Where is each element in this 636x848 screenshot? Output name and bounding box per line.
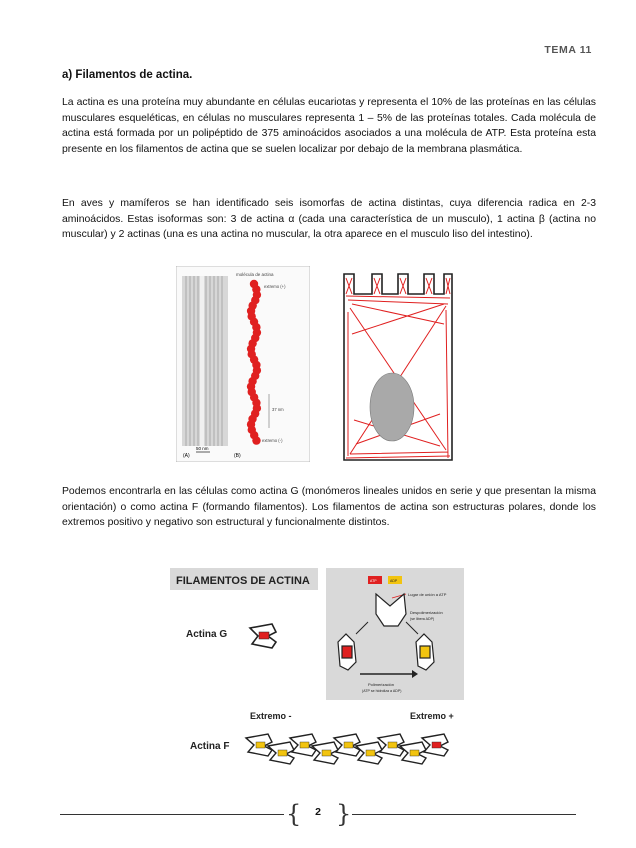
depolymerization-sub: (se libera ADP) <box>410 617 435 621</box>
nucleotide-marker <box>388 742 397 748</box>
paragraph-3: Podemos encontrarla en las células como actina G (monómeros lineales unidos en serie y que presentan la misma orientación) o como actina F (formando filamentos). Los filamentos de actina son estructuras polares, donde los extremos positivo y negativo son estructural y funcionalmente distintos. <box>62 486 596 529</box>
diagram-title: FILAMENTOS DE ACTINA <box>176 575 310 587</box>
label-b: (B) <box>234 453 241 459</box>
label-bottom-end: extremo (-) <box>262 438 283 443</box>
label-actina-f: Actina F <box>190 741 230 752</box>
actin-micrograph-figure <box>176 266 310 462</box>
actin-f-filament <box>246 734 448 764</box>
polymerization-sub: (ATP se hidroliza a ADP) <box>362 689 402 693</box>
nucleotide-marker <box>278 750 287 756</box>
label-spacing: 37 nm <box>272 407 284 412</box>
section-heading: a) Filamentos de actina. <box>62 69 193 81</box>
page-number: 2 <box>315 806 321 818</box>
nucleotide-marker <box>432 742 441 748</box>
footer-brace-left: { <box>286 800 302 828</box>
depolymerization-label: Despolimerización <box>410 610 443 615</box>
label-extremo-plus: Extremo + <box>410 711 454 721</box>
svg-text:ADP: ADP <box>390 579 398 583</box>
label-actina-g: Actina G <box>186 629 228 640</box>
footer-rule-left <box>60 814 284 815</box>
chapter-header: TEMA 11 <box>544 44 592 56</box>
footer-brace-right: } <box>336 800 352 828</box>
label-molecule: molécula de actina <box>236 272 274 277</box>
paragraph-1: La actina es una proteína muy abundante en células eucariotas y representa el 10% de las proteínas en las células musculares esqueléticas, en células no musculares representa 1 – 5% de las proteínas totales. Cada molécula de actina está formada por un polipéptido de 375 aminoácidos asociados a una molécula de ATP. Esta proteína esta presente en los filamentos de actina que se suelen localizar por debajo de la membrana plasmática. <box>62 97 596 155</box>
svg-text:ATP: ATP <box>370 579 377 583</box>
nucleus <box>370 373 414 441</box>
nucleotide-marker <box>322 750 331 756</box>
footer-rule-right <box>352 814 576 815</box>
label-top-end: extremo (+) <box>264 284 286 289</box>
polymerization-label: Polimerización <box>368 682 395 687</box>
nucleotide-marker <box>344 742 353 748</box>
actin-bead <box>252 436 260 444</box>
actin-g-monomer <box>250 624 276 648</box>
nucleotide-marker <box>300 742 309 748</box>
label-extremo-minus: Extremo - <box>250 711 292 721</box>
binding-site-label: Lugar de unión a ATP <box>408 592 447 597</box>
nucleotide-marker <box>256 742 265 748</box>
nucleotide-marker <box>366 750 375 756</box>
actin-filaments-diagram <box>170 566 470 776</box>
paragraph-2: En aves y mamíferos se han identificado seis isomorfas de actina distintas, cuya diferencia radica en 2-3 aminoácidos. Estas isoformas son: 3 de actina α (cada una característica de un musculo), 1 actina β (actina no muscular) y 2 actinas (una es una actina no muscular, la otra aparece en el musculo liso del intestino). <box>62 198 596 241</box>
cell-actin-sketch <box>336 264 458 466</box>
label-scale: 50 nm <box>196 446 209 451</box>
nucleotide-marker <box>410 750 419 756</box>
label-a: (A) <box>183 453 190 459</box>
electron-micrograph <box>182 276 228 446</box>
